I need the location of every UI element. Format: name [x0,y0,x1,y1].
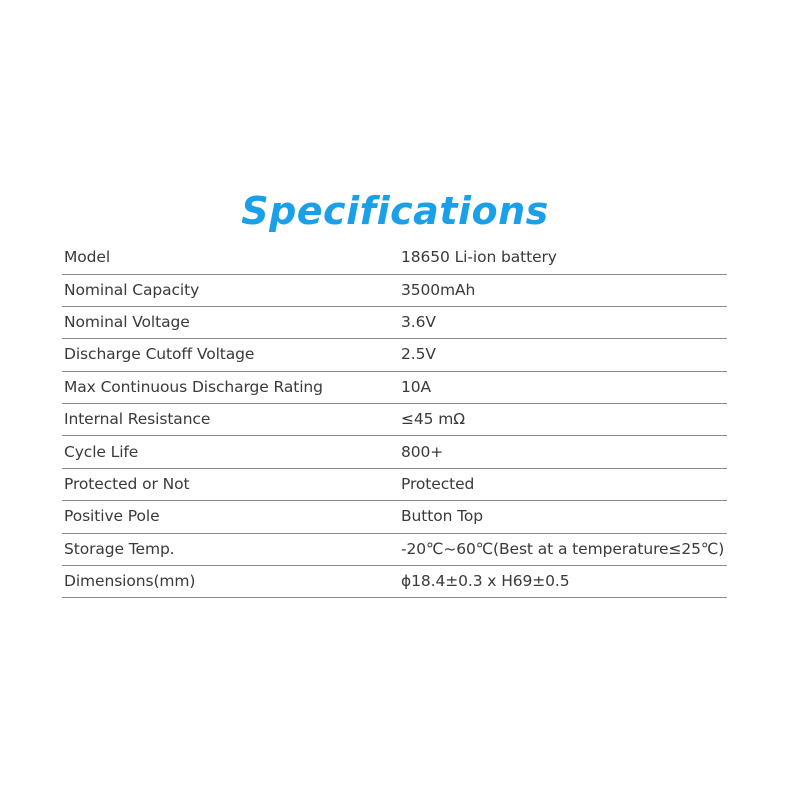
spec-label: Dimensions(mm) [64,572,196,591]
spec-value: ≤45 mΩ [401,410,465,429]
spec-label: Nominal Capacity [64,280,200,299]
spec-value: 3.6V [401,313,436,332]
specifications-table [62,243,727,598]
spec-label: Storage Temp. [64,539,175,558]
table-row [62,535,727,567]
table-row [62,502,727,534]
page-title: Specifications [241,189,549,234]
spec-value: 18650 Li-ion battery [401,248,557,267]
spec-value: Protected [401,474,475,493]
spec-value: 800+ [401,442,444,461]
table-row [62,275,727,307]
table-row [62,470,727,502]
spec-value: 10A [401,377,432,396]
spec-label: Nominal Voltage [64,313,190,332]
table-row [62,405,727,437]
spec-label: Protected or Not [64,474,190,493]
table-row [62,437,727,469]
spec-label: Internal Resistance [64,410,211,429]
spec-value: -20℃~60℃(Best at a temperature≤25℃) [401,539,725,558]
table-row [62,340,727,372]
spec-value: Button Top [401,507,484,526]
spec-label: Cycle Life [64,442,139,461]
table-row [62,373,727,405]
spec-value: 2.5V [401,345,436,364]
spec-value: 3500mAh [401,280,476,299]
table-row [62,243,727,275]
spec-label: Positive Pole [64,507,160,526]
spec-label: Discharge Cutoff Voltage [64,345,255,364]
table-row [62,308,727,340]
spec-value: ϕ18.4±0.3 x H69±0.5 [401,572,570,591]
spec-label: Model [64,248,111,267]
spec-label: Max Continuous Discharge Rating [64,377,323,396]
table-row [62,567,727,599]
